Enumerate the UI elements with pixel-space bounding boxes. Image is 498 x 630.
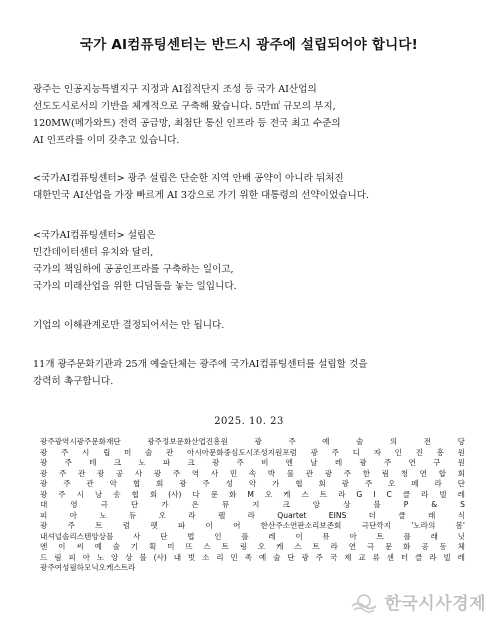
- signatory-line: 광주광역시광주문화재단 광주정보문화산업진흥원 광 주 예 술 의 전 당: [40, 437, 465, 446]
- signatory-list: [40, 437, 465, 574]
- signatory-line: 광 주 테 크 노 파 크 광 주 비 엔 날 레 광 주 연 구 원: [40, 458, 465, 467]
- paragraph-line: 기업의 이해관계로만 결정되어서는 안 됩니다.: [33, 320, 225, 331]
- paragraph-5: [33, 356, 473, 390]
- paragraph-3: [33, 227, 473, 295]
- paragraph-line: 대한민국 AI산업을 가장 빠르게 AI 3강으로 가기 위한 대통령의 선약이었습니다.: [33, 190, 370, 201]
- paragraph-line: AI 인프라를 이미 갖추고 있습니다.: [33, 135, 180, 146]
- signatory-line: 광 주 관 광 공 사 광 주 역 사 민 속 박 물 관 광 주 한 림 청 연 합 회: [40, 468, 465, 478]
- paragraph-line: 선도도시로서의 기반을 체계적으로 구축해 왔습니다. 5만㎡ 규모의 부지,: [33, 101, 336, 112]
- paragraph-1: [33, 81, 473, 149]
- document-date: 2025. 10. 23: [214, 416, 284, 427]
- signatory-line: 드 림 피 아 노 앙 상 블 (사) 내 벗 소 리 민 족 예 술 단 광 주 국 제 교 류 센 터 클 라 빌 레: [40, 552, 465, 562]
- paragraph-line: <국가AI컴퓨팅센터> 설립은: [33, 230, 156, 241]
- signatory-line: 엔 이 씨 예 술 기 획 미 뜨 스 트 링 오 케 스 트 라 연 극 문 화 공 동 체: [40, 542, 465, 551]
- watermark-text: 한국시사경제: [384, 594, 486, 614]
- paragraph-line: 민간데이터센터 유치와 달리,: [33, 247, 154, 258]
- paragraph-line: 11개 광주문화기관과 25개 예술단체는 광주에 국가AI컴퓨팅센터를 설립할 것을: [33, 359, 368, 370]
- document-title: 국가 AI컴퓨팅센터는 반드시 광주에 설립되어야 합니다!: [79, 37, 419, 53]
- paragraph-line: 광주는 인공지능특별지구 지정과 AI집적단지 조성 등 국가 AI산업의: [33, 84, 317, 95]
- paragraph-line: <국가AI컴퓨팅센터> 광주 설립은 단순한 지역 안배 공약이 아니라 뒤처진: [33, 173, 344, 184]
- paragraph-line: 120MW(메가와트) 전력 공급망, 최첨단 통신 인프라 등 전국 최고 수준의: [33, 118, 341, 129]
- signatory-line: 광 주 관 악 협 회 광 주 성 악 가 협 회 광 주 오 페 라 단: [40, 479, 465, 488]
- signatory-line: 광 주 시 립 미 술 관 아시아문화중심도시조성지원포럼 광 주 디 자 인 진 흥 원: [40, 447, 465, 457]
- signatory-line: 광주여성필하모닉오케스트라: [40, 563, 136, 572]
- paragraph-2: [33, 170, 473, 204]
- signatory-line: 피 아 노 듀 오 라 펠 라 Quartet EINS 더 클 래 식: [40, 510, 465, 520]
- signatory-line: 내셔널솔리스텐앙상블 사 단 법 인 플 레 이 뮤 아 트 플 래 닛: [40, 531, 465, 541]
- signatory-line: 광 주 트 럼 펫 파 이 어 한산주소연판소리보존회 극단깍지 '노라의 봄': [40, 521, 465, 530]
- paragraph-line: 강력히 촉구합니다.: [33, 376, 114, 387]
- publisher-watermark: [349, 589, 486, 614]
- signatory-line: 광 주 시 낭 송 협 회 (사) 다 문 화 M 오 케 스 트 라 G I C 클 라 빌 레: [40, 489, 465, 499]
- sun-wave-logo-icon: [349, 591, 379, 613]
- paragraph-line: 국가의 미래산업을 위한 디딤돌을 놓는 일입니다.: [33, 281, 237, 292]
- paragraph-line: 국가의 책임하에 공공인프라를 구축하는 일이고,: [33, 264, 234, 275]
- signatory-line: 대 영 극 단 가 온 뮤 지 크 앙 상 블 P & S: [40, 500, 465, 509]
- paragraph-4: [33, 317, 473, 334]
